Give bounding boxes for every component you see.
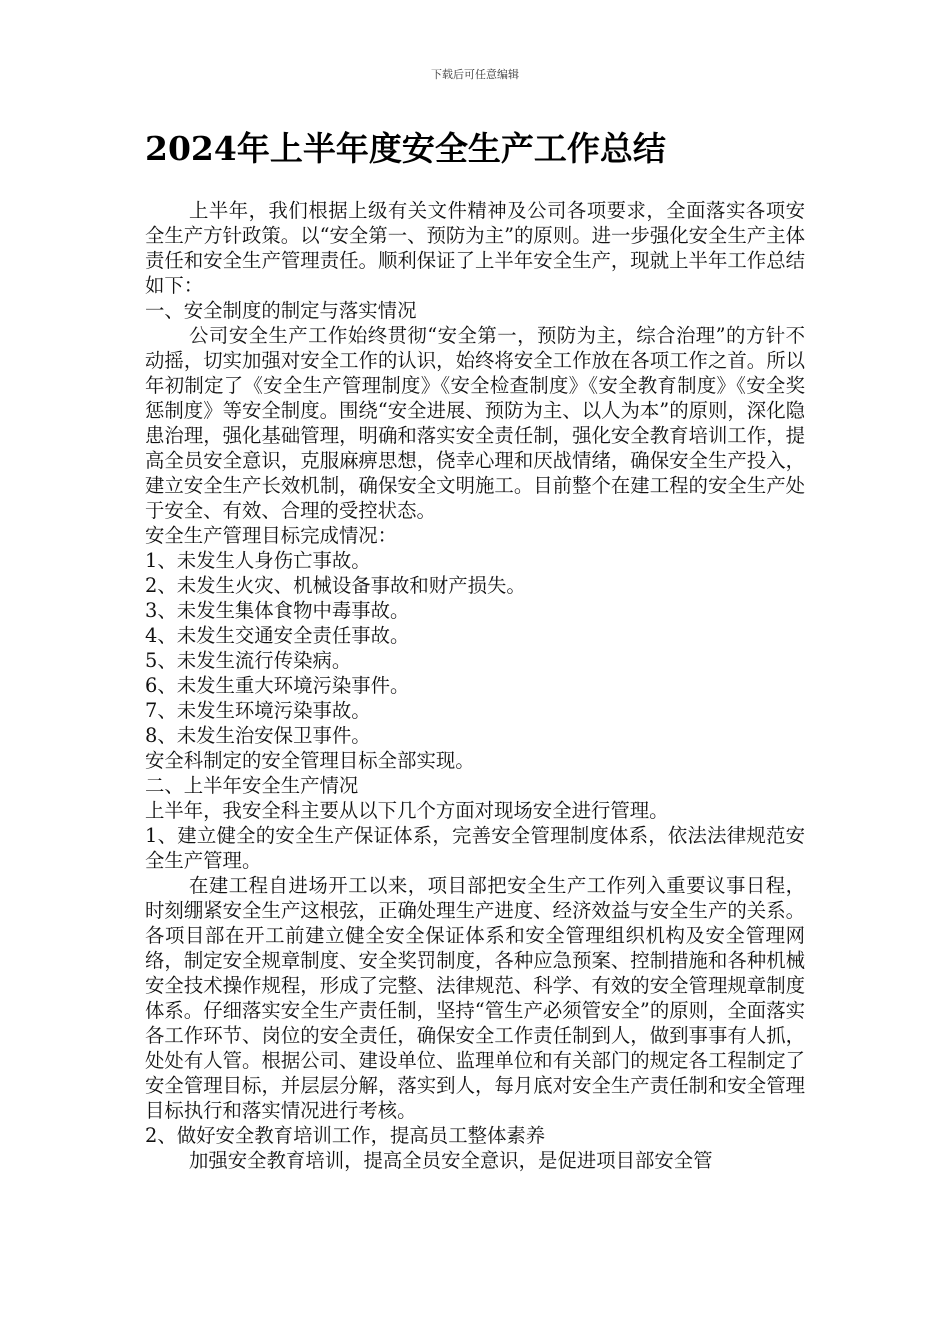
list-item: 2、未发生火灾、机械设备事故和财产损失。 xyxy=(145,574,526,597)
section-intro: 上半年，我安全科主要从以下几个方面对现场安全进行管理。 xyxy=(145,799,669,822)
document-body xyxy=(145,198,805,1173)
list-item: 7、未发生环境污染事故。 xyxy=(145,699,371,722)
list-item: 3、未发生集体食物中毒事故。 xyxy=(145,599,410,622)
header-note: 下载后可任意编辑 xyxy=(431,68,519,81)
subheading-targets: 安全生产管理目标完成情况： xyxy=(145,524,398,547)
targets-summary: 安全科制定的安全管理目标全部实现。 xyxy=(145,749,475,772)
section-heading-2: 二、上半年安全生产情况 xyxy=(145,774,359,797)
document-title: 2024年上半年度安全生产工作总结 xyxy=(145,129,666,168)
list-item: 8、未发生治安保卫事件。 xyxy=(145,724,371,747)
body-paragraph: 公司安全生产工作始终贯彻“安全第一，预防为主，综合治理”的方针不动摇，切实加强对安全工作的认识，始终将安全工作放在各项工作之首。所以年初制定了《安全生产管理制度》《安全检查制度》《安全教育制度》《安全奖惩制度》等安全制度。围绕“安全进展、预防为主、以人为本”的原则，深化隐患治理，强化基础管理，明确和落实安全责任制，强化安全教育培训工作，提高全员安全意识，克服麻痹思想，侥幸心理和厌战情绪，确保安全生产投入，建立安全生产长效机制，确保安全文明施工。目前整个在建工程的安全生产处于安全、有效、合理的受控状态。 xyxy=(145,324,805,522)
section-heading-1: 一、安全制度的制定与落实情况 xyxy=(145,299,417,322)
numbered-heading-1: 1、建立健全的安全生产保证体系，完善安全管理制度体系，依法法律规范安全生产管理。 xyxy=(145,824,805,872)
list-item: 6、未发生重大环境污染事件。 xyxy=(145,674,410,697)
list-item: 1、未发生人身伤亡事故。 xyxy=(145,549,371,572)
list-item: 5、未发生流行传染病。 xyxy=(145,649,352,672)
list-item: 4、未发生交通安全责任事故。 xyxy=(145,624,410,647)
body-paragraph: 加强安全教育培训，提高全员安全意识，是促进项目部安全管 xyxy=(189,1149,713,1172)
intro-paragraph: 上半年，我们根据上级有关文件精神及公司各项要求，全面落实各项安全生产方针政策。以“安全第一、预防为主”的原则。进一步强化安全生产主体责任和安全生产管理责任。顺利保证了上半年安全生产，现就上半年工作总结如下： xyxy=(145,199,805,297)
numbered-heading-2: 2、做好安全教育培训工作，提高员工整体素养 xyxy=(145,1124,546,1147)
body-paragraph: 在建工程自进场开工以来，项目部把安全生产工作列入重要议事日程，时刻绷紧安全生产这根弦，正确处理生产进度、经济效益与安全生产的关系。各项目部在开工前建立健全安全保证体系和安全管理组织机构及安全管理网络，制定安全规章制度、安全奖罚制度，各种应急预案、控制措施和各种机械安全技术操作规程，形成了完整、法律规范、科学、有效的安全管理规章制度体系。仔细落实安全生产责任制，坚持“管生产必须管安全”的原则，全面落实各工作环节、岗位的安全责任，确保安全工作责任制到人，做到事事有人抓，处处有人管。根据公司、建设单位、监理单位和有关部门的规定各工程制定了安全管理目标，并层层分解，落实到人，每月底对安全生产责任制和安全管理目标执行和落实情况进行考核。 xyxy=(145,874,805,1122)
